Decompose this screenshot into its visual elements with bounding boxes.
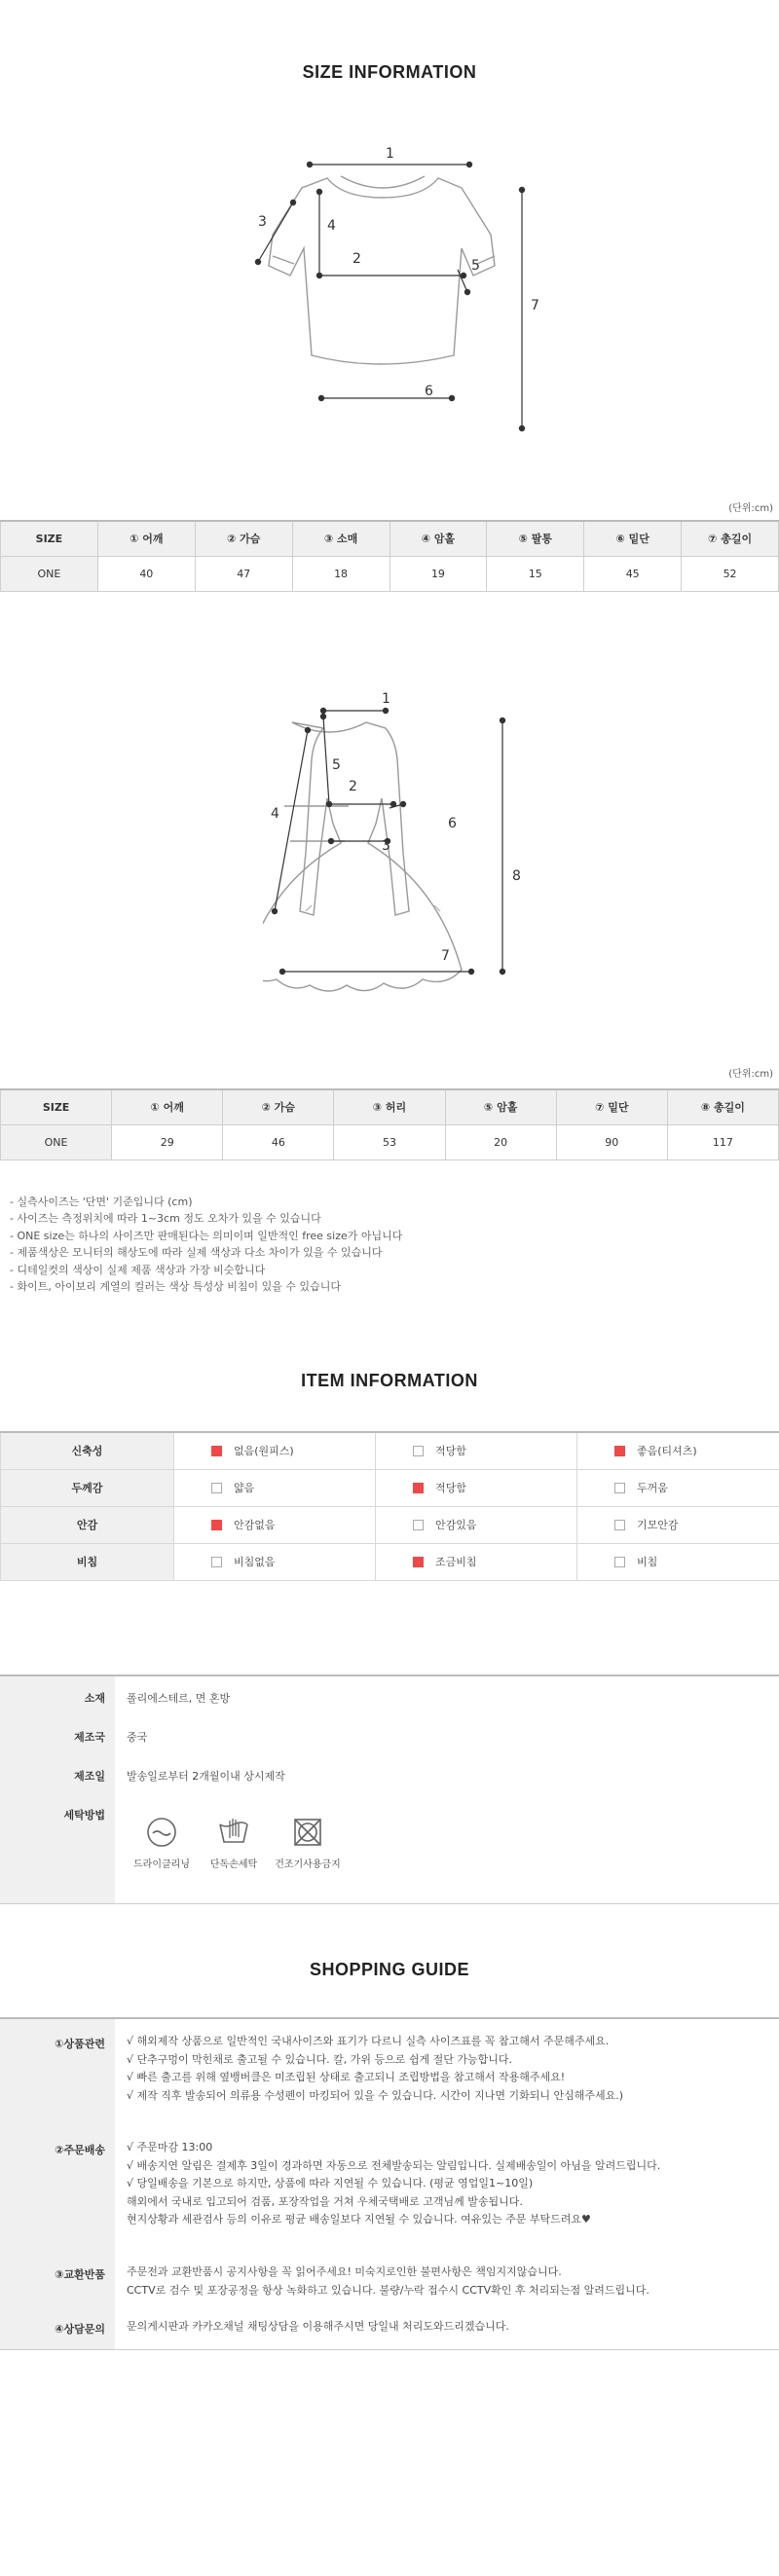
option-label: 없음(원피스) [234,1445,294,1458]
guide-text [127,2318,509,2337]
option-label: 조금비침 [435,1556,477,1568]
guide-line: 주문전과 교환반품시 공지사항을 꼭 읽어주세요! 미숙지로인한 불편사항은 책임지지않습니다. [127,2265,562,2278]
guide-key: ①상품관련 [55,2038,105,2050]
option-label: 비침없음 [234,1556,276,1568]
option-cell [376,1543,577,1580]
table-header: ⑧ 총길이 [667,1089,778,1124]
table-cell: ONE [1,1124,112,1159]
table-header: ⑦ 밑단 [556,1089,667,1124]
guide-text [127,2033,623,2105]
table-cell: 90 [556,1124,667,1159]
option-cell [174,1543,376,1580]
table-cell: 45 [584,556,682,591]
option-cell [376,1432,577,1469]
note-line: - 디테일컷의 색상이 실제 제품 색상과 가장 비슷합니다 [10,1263,266,1276]
tshirt-label-5: 5 [471,258,480,274]
table-cell: 20 [445,1124,556,1159]
table-header: ④ 암홀 [390,521,487,556]
size-info-title: SIZE INFORMATION [302,62,477,82]
shopping-guide-title: SHOPPING GUIDE [309,1960,470,1979]
table-header: ⑥ 밑단 [584,521,682,556]
table-cell: 46 [223,1124,334,1159]
option-label: 좋음(티셔츠) [637,1445,697,1458]
tshirt-label-6: 6 [425,384,433,399]
unit-label: (단위:cm) [728,503,773,514]
table-header: ⑤ 팔통 [487,521,584,556]
guide-line: √ 제작 직후 발송되어 의류용 수성펜이 마킹되어 있을 수 있습니다. 시간이 지나면 기화되니 안심해주세요.) [127,2088,624,2102]
dress-label-5: 5 [332,757,341,773]
checkbox-unchecked [413,1446,424,1456]
dress-label-2: 2 [349,779,357,794]
option-cell [577,1469,779,1506]
option-label: 얇음 [234,1482,255,1494]
guide-line: √ 단추구멍이 막힌채로 출고될 수 있습니다. 칼, 가위 등으로 쉽게 절단 가능합니다. [127,2052,512,2066]
dress-label-6: 6 [448,816,457,831]
shopping-guide-section [0,2017,779,2350]
option-cell [174,1432,376,1469]
guide-line: 문의게시판과 카카오채널 채팅상담을 이용해주시면 당일내 처리도와드리겠습니다. [127,2320,509,2333]
item-row [1,1506,779,1543]
dress-label-7: 7 [441,948,450,964]
option-cell [577,1506,779,1543]
option-label: 기모안감 [637,1519,679,1531]
table-header: ⑦ 총길이 [682,521,779,556]
guide-line: 해외에서 국내로 입고되어 검품, 포장작업을 거쳐 우체국택배로 고객님께 발송됩니다. [127,2194,523,2208]
note-line: - 화이트, 아이보리 계열의 컬러는 색상 특성상 비침이 있을 수 있습니다 [10,1280,341,1294]
option-cell [577,1543,779,1580]
dress-label-4: 4 [271,806,279,822]
item-row-label: 안감 [1,1506,174,1543]
table-cell: 29 [112,1124,223,1159]
guide-label-column [0,2019,115,2349]
origin-value: 중국 [127,1731,148,1744]
option-cell [376,1469,577,1506]
item-row-label: 신축성 [1,1432,174,1469]
table-cell: 52 [682,556,779,591]
guide-key: ④상담문의 [55,2323,105,2336]
dress-label-1: 1 [382,691,390,707]
note-line: - 제품색상은 모니터의 해상도에 따라 실제 색상과 다소 차이가 있을 수 있습니다 [10,1246,383,1260]
checkbox-checked [413,1557,424,1567]
wash-item [264,1815,352,1870]
note-line: - 사이즈는 측정위치에 따라 1~3cm 정도 오차가 있을 수 있습니다 [10,1212,321,1226]
table-cell: ONE [1,556,98,591]
size-table-top [0,520,779,592]
dress-label-8: 8 [512,868,521,884]
option-cell [174,1506,376,1543]
checkbox-checked [211,1446,222,1456]
option-label: 안감없음 [234,1519,276,1531]
dress-label-3: 3 [382,838,390,854]
option-label: 적당함 [435,1482,466,1494]
checkbox-checked [211,1520,222,1530]
wash-label: 건조기사용금지 [275,1859,341,1870]
guide-text [127,2139,660,2229]
checkbox-unchecked [614,1483,625,1493]
tshirt-label-3: 3 [258,214,267,230]
table-cell: 19 [390,556,487,591]
table-header: ② 가슴 [223,1089,334,1124]
checkbox-unchecked [614,1557,625,1567]
table-cell: 117 [667,1124,778,1159]
hand-wash-icon [216,1815,251,1850]
option-label: 적당함 [435,1445,466,1458]
option-label: 안감있음 [435,1519,477,1531]
table-cell: 18 [292,556,390,591]
option-label: 비침 [637,1556,658,1568]
checkbox-unchecked [211,1483,222,1493]
wash-label: 드라이클리닝 [133,1859,190,1870]
item-row [1,1469,779,1506]
item-row [1,1432,779,1469]
table-header: SIZE [1,521,98,556]
guide-line: √ 당일배송을 기본으로 하지만, 상품에 따라 지연될 수 있습니다. (평균 영업일1~10일) [127,2177,534,2190]
origin-key: 제조국 [74,1731,105,1744]
note-line: - ONE size는 하나의 사이즈만 판매된다는 의미이며 일반적인 free size가 아닙니다 [10,1229,403,1242]
table-header: ① 어깨 [112,1089,223,1124]
size-notes [10,1194,402,1295]
material-section [0,1674,779,1904]
item-row-label: 두께감 [1,1469,174,1506]
manufacture-key: 제조일 [74,1770,105,1783]
manufacture-value: 발송일로부터 2개월이내 상시제작 [127,1770,285,1783]
guide-line: √ 주문마감 13:00 [127,2141,213,2153]
table-header: ⑤ 암홀 [445,1089,556,1124]
guide-key: ③교환반품 [55,2268,105,2281]
table-cell: 40 [97,556,195,591]
table-header: ② 가슴 [195,521,292,556]
size-table-bottom [0,1088,779,1160]
item-row-label: 비침 [1,1543,174,1580]
dress-diagram [263,681,536,993]
item-row [1,1543,779,1580]
table-header: ③ 허리 [334,1089,445,1124]
checkbox-checked [614,1446,625,1456]
table-cell: 53 [334,1124,445,1159]
table-cell: 47 [195,556,292,591]
checkbox-unchecked [614,1520,625,1530]
table-header: ① 어깨 [97,521,195,556]
option-cell [577,1432,779,1469]
wash-label: 단독손세탁 [209,1859,258,1870]
guide-line: √ 빠른 출고를 위해 옆뱅버클은 미조립된 상태로 출고되니 조립방법을 참고해서 작용해주세요! [127,2071,566,2084]
tshirt-label-7: 7 [531,298,539,313]
note-line: - 실측사이즈는 '단면' 기준입니다 (cm) [10,1196,193,1208]
unit-label: (단위:cm) [728,1069,773,1080]
guide-line: √ 해외제작 상품으로 일반적인 국내사이즈와 표기가 다르니 실측 사이즈표를 꼭 참고해서 주문해주세요. [127,2035,610,2047]
tshirt-diagram [243,141,536,443]
option-cell [376,1506,577,1543]
tshirt-label-2: 2 [352,251,361,267]
checkbox-unchecked [211,1557,222,1567]
table-cell: 15 [487,556,584,591]
checkbox-checked [413,1483,424,1493]
material-value: 폴리에스테르, 면 혼방 [127,1692,231,1705]
item-info-table [0,1431,779,1581]
checkbox-unchecked [413,1520,424,1530]
guide-line: CCTV로 검수 및 포장공정을 항상 녹화하고 있습니다. 불량/누락 접수시 CCTV확인 후 처리되는점 알려드립니다. [127,2283,649,2297]
tshirt-label-1: 1 [386,146,394,162]
table-header: ③ 소매 [292,521,390,556]
option-label: 두꺼움 [637,1482,668,1494]
table-header: SIZE [1,1089,112,1124]
guide-line: √ 배송지연 알림은 결제후 3일이 경과하면 자동으로 전체발송되는 알림입니다. 실제배송일이 아님을 알려드립니다. [127,2158,661,2172]
item-info-title: ITEM INFORMATION [301,1371,478,1390]
no-tumble-dry-icon [290,1815,325,1850]
material-key: 소재 [84,1692,105,1705]
tshirt-label-4: 4 [327,218,336,234]
guide-text [127,2263,649,2300]
guide-line: 현지상황과 세관검사 등의 이유로 평균 배송일보다 지연될 수 있습니다. 여유있는 주문 부탁드려요♥ [127,2213,591,2226]
guide-key: ②주문배송 [55,2144,105,2156]
wash-key: 세탁방법 [63,1809,105,1822]
material-label-column [0,1676,115,1903]
option-cell [174,1469,376,1506]
dry-clean-icon [144,1815,179,1850]
